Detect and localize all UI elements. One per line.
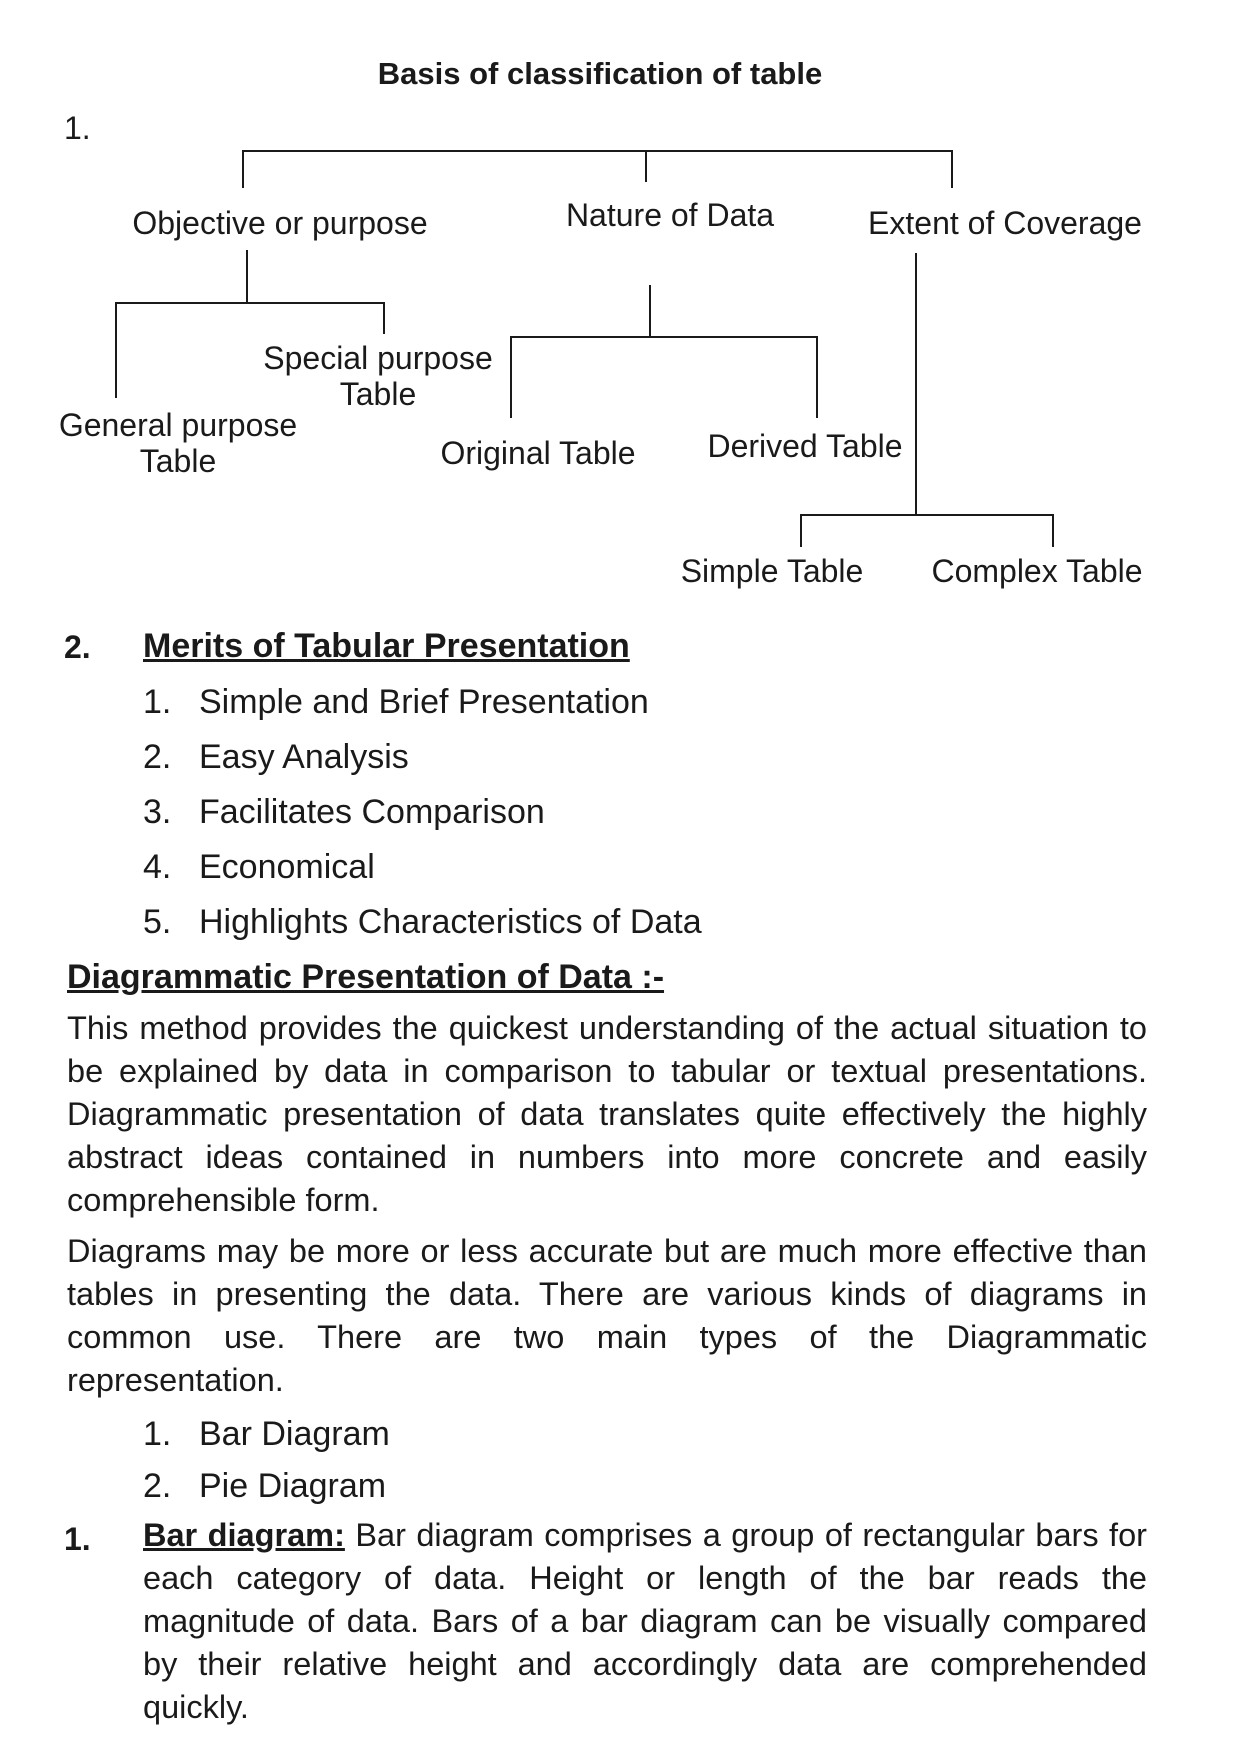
node-complex-table: Complex Table (931, 553, 1143, 589)
list-item: 1. Simple and Brief Presentation (143, 683, 649, 721)
diagrammatic-paragraph-2: Diagrams may be more or less accurate but are much more effective than tables in presenting the data. There are various kinds of diagrams in common use. There are two main types of the Diagrammatic representation. (67, 1233, 1147, 1398)
list-item: 3. Facilitates Comparison (143, 793, 545, 831)
node-simple-table: Simple Table (680, 553, 864, 589)
diagram-title: Basis of classification of table (377, 56, 823, 91)
diagrammatic-paragraph-1: This method provides the quickest understanding of the actual situation to be explained by data in comparison to tabular or textual presentations. Diagrammatic presentation of data translates quite effectively the highly abstract ideas contained in numbers into more concrete and easily comprehensible form. (67, 1010, 1147, 1218)
branch-objective: Objective or purpose (132, 205, 428, 241)
branch-extent: Extent of Coverage (868, 205, 1142, 241)
node-derived-table: Derived Table (707, 428, 903, 464)
bar-diagram-paragraph: Bar diagram: Bar diagram comprises a group of rectangular bars for each category of data. Height or length of the bar reads the magnitude of data. Bars of a bar diagram can be visually compared by their relative height and accordingly data are comprehended quickly. (143, 1517, 1147, 1725)
list-item: 2. Pie Diagram (143, 1467, 387, 1505)
merits-heading: Merits of Tabular Presentation (143, 627, 630, 665)
list-item: 5. Highlights Characteristics of Data (143, 903, 702, 941)
diagrammatic-heading: Diagrammatic Presentation of Data :- (67, 958, 665, 996)
bar-section-number: 1. (64, 1521, 91, 1557)
section-1-number: 1. (64, 110, 91, 146)
node-general-purpose: General purpose Table (58, 407, 298, 479)
section-2-number: 2. (64, 629, 91, 665)
node-original-table: Original Table (440, 435, 636, 471)
list-item: 4. Economical (143, 848, 375, 886)
branch-nature: Nature of Data (565, 197, 775, 233)
list-item: 2. Easy Analysis (143, 738, 409, 776)
bar-diagram-label: Bar diagram: (143, 1517, 345, 1553)
list-item: 1. Bar Diagram (143, 1415, 390, 1453)
node-special-purpose: Special purpose Table (263, 340, 493, 412)
